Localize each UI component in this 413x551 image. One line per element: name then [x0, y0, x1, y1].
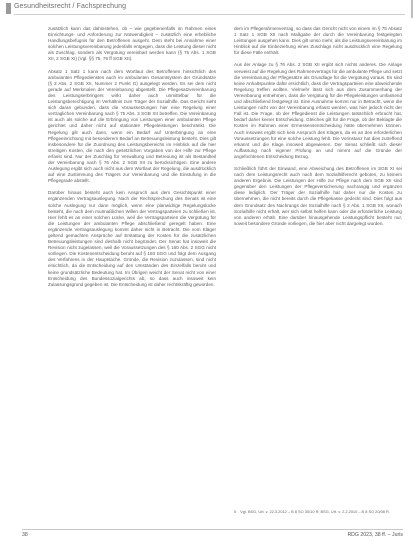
- paragraph: Aus der Anlage zu § 76 Abs. 2 SGB XII ergibt sich nichts anderes. Die Anlage verweist auf die Regelung des Rahmenvertrags für die ambulante Pflege und setzt die Vereinbarung der Pflegesätze als Grundlage für die Vergütung voraus. Es sind keine Anhaltspunkte dafür ersichtlich, dass die Vertragsparteien eine abweichende Regelung treffen wollten. Vielmehr lässt sich aus dem Zusammenhang der Vereinbarung entnehmen, dass die Vergütung für die Pflegeleistungen umfassend und abschließend festgelegt ist. Eine Ausnahme kommt nur in Betracht, wenn die Leistungen nicht von der Vereinbarung erfasst werden, was hier jedoch nicht der Fall ist. Die Frage, ob der Pflegedienst die Leistungen tatsächlich erbracht hat, bedarf daher keiner Entscheidung. Gleiches gilt für die Frage, ob der Beklagte die Kosten im Rahmen einer Ermessensentscheidung hätte übernehmen können. Auch insoweit ergibt sich kein Anspruch des Klägers, da es an den erforderlichen Voraussetzungen für eine solche Leistung fehlt. Die Vorinstanz hat dies zutreffend erkannt und die Klage insoweit abgewiesen. Der Senat schließt sich dieser Auffassung nach eigener Prüfung an und nimmt auf die Gründe der angefochtenen Entscheidung Bezug.: [234, 62, 402, 159]
- paragraph: zusätzlich kann das dahinstehen, ob – wie gegebenenfalls im Rahmen eines Einrichtungs- und Anforderung zur Notwendigkeit – zusätzlich eine erhebliche Handlungsbefugnis für den Betroffenen ausgeht. Dem steht bei Annahme einer solchen Leistungsvereinbarung jedenfalls entgegen, dass die Leistung dieser nicht als Zuschlag, sondern als Vergütung vereinbart werden kann (§ 75 Abs. 1 SGB XII, 2 SGB XI) (Vgl. §§ 75, 76 ff SGB XII).: [48, 26, 216, 62]
- footer-citation: RDG 2023, 38 ff. – Juris: [347, 532, 403, 538]
- page-header: [0, 0, 413, 18]
- paragraph: Absatz 1 Satz 1 kann nach dem Wortlaut des Betroffenen hinsichtlich des ambulanten Pflegedienstes auch im ambulanten Gesamtsystem der Grundsätze (§ 2 Abs. 2 SGB XII, Nummer 2 Punkt G) ausgelegt werden. Es sei dem nicht gerade auf Merkmalen der Vereinbarung abgestellt. Die Pflegesatzvereinbarung des Leistungserbringers wirkt daher auch unmittelbar für die Leistungsberechtigung im Verhältnis zum Träger der Sozialhilfe. Das Gericht sieht sich daran gebunden, dass die Voraussetzungen hier eine Regelung einer vertraglichen Vereinbarung nach § 75 Abs. 3 SGB XII betreffen. Die Vereinbarung ist auch als solche auf die Erbringung von Leistungen einer ambulanten Pflege gerichtet und daher nicht auf stationäre Pflegeleistungen beschränkt. Die Regelung gilt auch dann, wenn ein Bedarf auf Unterbringung an eine Pflegeeinrichtung mit besonderem Bedarf an Betreuungsleistung besteht. Dies gilt insbesondere für die Zuordnung des Leistungsbereichs im Hinblick auf die hier streitigen Kosten, die nach den gesetzlichen Vorgaben von der Hilfe zur Pflege erfasst sind. Nur der Zuschlag für Verwaltung und Betreuung ist als Bestandteil der Vereinbarung nach § 76 Abs. 2 SGB XII zu berücksichtigen. Eine andere Auslegung ergibt sich auch nicht aus dem Wortlaut der Regelung, die ausdrücklich auf eine Zustimmung des Trägers zur Vereinbarung und die Einstufung in die Pflegegrade abstellt.: [48, 68, 216, 184]
- footer-rule: [22, 529, 403, 530]
- section-marker: [6, 3, 11, 14]
- page-number: 38: [22, 532, 28, 538]
- footnote-marker: 5: [234, 509, 237, 514]
- left-column: [48, 26, 216, 536]
- footnote-text: Vgl. BSG, Urt. v. 22.3.2012 – B 8 SO 30/10 R; BSG, Urt. v. 2.2.2010 – B 8 SO 20/08 R.: [240, 509, 390, 514]
- paragraph: dem im Pflegerahmenvertrag, so dass das Gericht nicht von einem im § 75 Absatz 1 Satz 1 SGB XII nach Maßgabe der durch die Vereinbarung festgelegten Leistungen ausgehen kann. Dies gilt umso mehr, als die Leistungsvereinbarung im Hinblick auf die Einbeziehung eines Zuschlags nicht ausdrücklich eine Regelung für diese Fälle enthält.: [234, 26, 402, 56]
- right-column: [234, 26, 402, 486]
- header-rule: [14, 14, 405, 15]
- running-head: Gesundheitsrecht / Fachsprechung: [14, 3, 127, 10]
- paragraph: Schließlich führt der Einwand, eine Abweichung des Betroffenen im SGB XI sei nach dem Leistungsrecht auch nach dem Sozialhilferecht geboten, zu keinem anderen Ergebnis. Die Leistungen der Hilfe zur Pflege nach dem SGB XII sind gegenüber den Leistungen der Pflegeversicherung nachrangig und ergänzen diese lediglich. Der Träger der Sozialhilfe hat daher nur die Kosten zu übernehmen, die nicht bereits durch die Pflegekasse gedeckt sind. Dies folgt aus dem Grundsatz des Nachrangs der Sozialhilfe nach § 2 Abs. 1 SGB XII, wonach Sozialhilfe nicht erhält, wer sich selbst helfen kann oder die erforderliche Leistung von anderen erhält. Eine darüber hinausgehende Leistungspflicht besteht nur, soweit besondere Gründe vorliegen, die hier aber nicht dargelegt wurden.: [234, 165, 402, 226]
- paragraph: Darüber hinaus besteht auch kein Anspruch aus dem Gesichtspunkt einer ergänzenden Vertragsauslegung. Nach der Rechtsprechung des Senats ist eine solche Auslegung nur dann möglich, wenn eine planwidrige Regelungslücke besteht, die nach dem mutmaßlichen Willen der Vertragsparteien zu schließen ist. Hier fehlt es an einer solchen Lücke, weil die Vertragsparteien die Vergütung für die Leistungen der ambulanten Pflege abschließend geregelt haben. Eine ergänzende Vertragsauslegung kommt daher nicht in Betracht. Die vom Kläger geltend gemachten Ansprüche auf Erstattung der Kosten für die zusätzlichen Betreuungsleistungen sind deshalb nicht begründet. Der Senat hat insoweit die Revision nicht zugelassen, weil die Voraussetzungen des § 160 Abs. 2 SGG nicht vorliegen. Die Kostenentscheidung beruht auf § 193 SGG und folgt dem Ausgang des Verfahrens in der Hauptsache. Gründe, die Revision zuzulassen, sind nicht ersichtlich, da die Entscheidung auf den Umständen des Einzelfalls beruht und keine grundsätzliche Bedeutung hat. Im Übrigen weicht der Senat nicht von einer Entscheidung des Bundessozialgerichts ab, so dass auch insoweit kein Zulassungsgrund gegeben ist. Die Entscheidung ist daher rechtskräftig geworden.: [48, 190, 216, 287]
- footnote: [234, 509, 402, 514]
